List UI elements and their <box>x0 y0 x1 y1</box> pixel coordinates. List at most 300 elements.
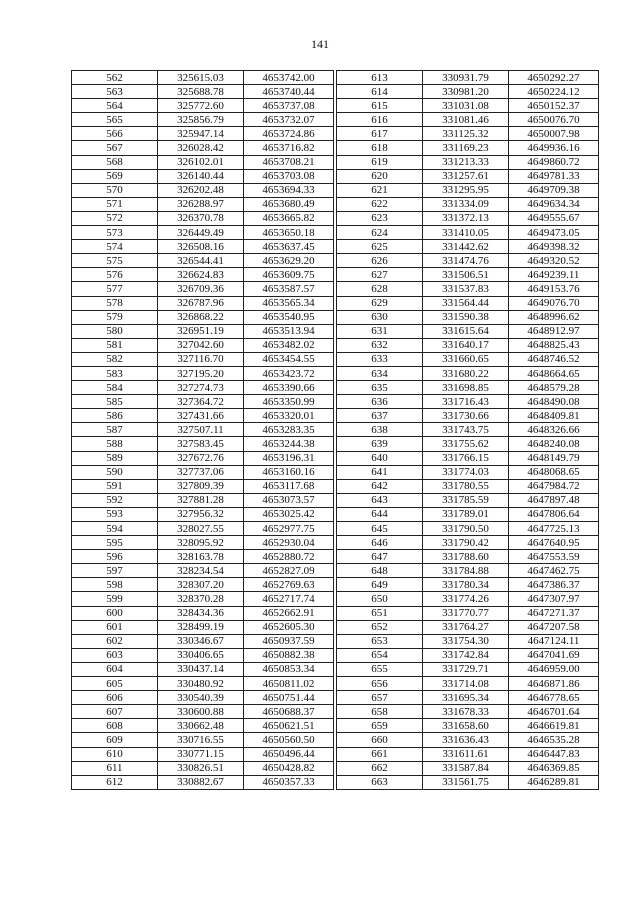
y-coordinate-cell: 4650496.44 <box>244 747 334 761</box>
x-coordinate-cell: 331658.60 <box>423 719 509 733</box>
table-row <box>337 423 599 437</box>
y-coordinate-cell: 4650688.37 <box>244 705 334 719</box>
y-coordinate-cell: 4650882.38 <box>244 648 334 662</box>
x-coordinate-cell: 328307.20 <box>158 578 244 592</box>
y-coordinate-cell: 4653513.94 <box>244 324 334 338</box>
x-coordinate-cell: 331506.51 <box>423 268 509 282</box>
point-number-cell: 622 <box>337 197 423 211</box>
point-number-cell: 656 <box>337 677 423 691</box>
point-number-cell: 589 <box>72 451 158 465</box>
table-row <box>337 366 599 380</box>
table-row <box>72 564 334 578</box>
point-number-cell: 640 <box>337 451 423 465</box>
y-coordinate-cell: 4650811.02 <box>244 677 334 691</box>
point-number-cell: 588 <box>72 437 158 451</box>
point-number-cell: 619 <box>337 155 423 169</box>
table-row <box>337 592 599 606</box>
y-coordinate-cell: 4649709.38 <box>509 183 599 197</box>
table-row <box>72 691 334 705</box>
point-number-cell: 633 <box>337 352 423 366</box>
point-number-cell: 624 <box>337 226 423 240</box>
table-row <box>72 296 334 310</box>
point-number-cell: 642 <box>337 479 423 493</box>
table-row <box>72 634 334 648</box>
x-coordinate-cell: 326370.78 <box>158 211 244 225</box>
point-number-cell: 658 <box>337 705 423 719</box>
table-row <box>72 71 334 85</box>
y-coordinate-cell: 4653390.66 <box>244 381 334 395</box>
table-row <box>337 282 599 296</box>
x-coordinate-cell: 330716.55 <box>158 733 244 747</box>
y-coordinate-cell: 4646701.64 <box>509 705 599 719</box>
table-row <box>337 169 599 183</box>
y-coordinate-cell: 4653665.82 <box>244 211 334 225</box>
table-row <box>72 395 334 409</box>
table-row <box>72 183 334 197</box>
x-coordinate-cell: 331410.05 <box>423 226 509 240</box>
x-coordinate-cell: 326544.41 <box>158 254 244 268</box>
x-coordinate-cell: 327737.06 <box>158 465 244 479</box>
table-row <box>72 85 334 99</box>
table-row <box>72 648 334 662</box>
x-coordinate-cell: 331474.76 <box>423 254 509 268</box>
point-number-cell: 566 <box>72 127 158 141</box>
x-coordinate-cell: 331257.61 <box>423 169 509 183</box>
point-number-cell: 591 <box>72 479 158 493</box>
point-number-cell: 598 <box>72 578 158 592</box>
x-coordinate-cell: 327583.45 <box>158 437 244 451</box>
x-coordinate-cell: 330540.39 <box>158 691 244 705</box>
point-number-cell: 663 <box>337 775 423 789</box>
point-number-cell: 568 <box>72 155 158 169</box>
y-coordinate-cell: 4653423.72 <box>244 366 334 380</box>
point-number-cell: 616 <box>337 113 423 127</box>
point-number-cell: 605 <box>72 677 158 691</box>
table-row <box>337 620 599 634</box>
point-number-cell: 580 <box>72 324 158 338</box>
table-row <box>337 677 599 691</box>
point-number-cell: 608 <box>72 719 158 733</box>
y-coordinate-cell: 4653737.08 <box>244 99 334 113</box>
x-coordinate-cell: 330931.79 <box>423 71 509 85</box>
table-row <box>337 211 599 225</box>
x-coordinate-cell: 325615.03 <box>158 71 244 85</box>
point-number-cell: 597 <box>72 564 158 578</box>
y-coordinate-cell: 4653650.18 <box>244 226 334 240</box>
point-number-cell: 620 <box>337 169 423 183</box>
y-coordinate-cell: 4647725.13 <box>509 522 599 536</box>
y-coordinate-cell: 4650937.59 <box>244 634 334 648</box>
table-row <box>72 677 334 691</box>
point-number-cell: 645 <box>337 522 423 536</box>
table-row <box>72 141 334 155</box>
y-coordinate-cell: 4649936.16 <box>509 141 599 155</box>
table-row <box>72 409 334 423</box>
x-coordinate-cell: 331561.75 <box>423 775 509 789</box>
point-number-cell: 595 <box>72 536 158 550</box>
table-row <box>337 705 599 719</box>
x-coordinate-cell: 327116.70 <box>158 352 244 366</box>
x-coordinate-cell: 325772.60 <box>158 99 244 113</box>
point-number-cell: 607 <box>72 705 158 719</box>
x-coordinate-cell: 331784.88 <box>423 564 509 578</box>
y-coordinate-cell: 4653680.49 <box>244 197 334 211</box>
point-number-cell: 634 <box>337 366 423 380</box>
y-coordinate-cell: 4648996.62 <box>509 310 599 324</box>
point-number-cell: 577 <box>72 282 158 296</box>
x-coordinate-cell: 327274.73 <box>158 381 244 395</box>
y-coordinate-cell: 4647806.64 <box>509 507 599 521</box>
y-coordinate-cell: 4646535.28 <box>509 733 599 747</box>
x-coordinate-cell: 330771.15 <box>158 747 244 761</box>
point-number-cell: 623 <box>337 211 423 225</box>
page-number: 141 <box>311 37 329 51</box>
y-coordinate-cell: 4653454.55 <box>244 352 334 366</box>
y-coordinate-cell: 4650853.34 <box>244 662 334 676</box>
y-coordinate-cell: 4650560.50 <box>244 733 334 747</box>
y-coordinate-cell: 4653160.16 <box>244 465 334 479</box>
table-row <box>72 381 334 395</box>
y-coordinate-cell: 4649555.67 <box>509 211 599 225</box>
x-coordinate-cell: 331295.95 <box>423 183 509 197</box>
y-coordinate-cell: 4649860.72 <box>509 155 599 169</box>
y-coordinate-cell: 4652605.30 <box>244 620 334 634</box>
table-row <box>337 99 599 113</box>
y-coordinate-cell: 4647640.95 <box>509 536 599 550</box>
point-number-cell: 611 <box>72 761 158 775</box>
table-row <box>337 719 599 733</box>
table-row <box>72 282 334 296</box>
table-row <box>337 775 599 789</box>
table-row <box>72 169 334 183</box>
y-coordinate-cell: 4647984.72 <box>509 479 599 493</box>
table-row <box>337 465 599 479</box>
x-coordinate-cell: 331213.33 <box>423 155 509 169</box>
table-row <box>72 465 334 479</box>
y-coordinate-cell: 4650751.44 <box>244 691 334 705</box>
y-coordinate-cell: 4646369.85 <box>509 761 599 775</box>
x-coordinate-cell: 330437.14 <box>158 662 244 676</box>
table-row <box>337 437 599 451</box>
table-row <box>337 507 599 521</box>
y-coordinate-cell: 4652977.75 <box>244 522 334 536</box>
point-number-cell: 617 <box>337 127 423 141</box>
point-number-cell: 572 <box>72 211 158 225</box>
x-coordinate-cell: 331442.62 <box>423 240 509 254</box>
x-coordinate-cell: 330882.67 <box>158 775 244 789</box>
table-row <box>337 352 599 366</box>
y-coordinate-cell: 4647462.75 <box>509 564 599 578</box>
x-coordinate-cell: 331590.38 <box>423 310 509 324</box>
table-row <box>337 197 599 211</box>
table-row <box>72 747 334 761</box>
point-number-cell: 586 <box>72 409 158 423</box>
y-coordinate-cell: 4649473.05 <box>509 226 599 240</box>
point-number-cell: 657 <box>337 691 423 705</box>
table-row <box>72 620 334 634</box>
point-number-cell: 582 <box>72 352 158 366</box>
x-coordinate-cell: 327431.66 <box>158 409 244 423</box>
x-coordinate-cell: 326140.44 <box>158 169 244 183</box>
table-row <box>337 451 599 465</box>
y-coordinate-cell: 4653703.08 <box>244 169 334 183</box>
y-coordinate-cell: 4650428.82 <box>244 761 334 775</box>
point-number-cell: 638 <box>337 423 423 437</box>
x-coordinate-cell: 331564.44 <box>423 296 509 310</box>
x-coordinate-cell: 326449.49 <box>158 226 244 240</box>
y-coordinate-cell: 4652717.74 <box>244 592 334 606</box>
table-row <box>72 127 334 141</box>
table-row <box>72 705 334 719</box>
table-row <box>72 211 334 225</box>
table-row <box>337 141 599 155</box>
table-row <box>337 479 599 493</box>
y-coordinate-cell: 4653540.95 <box>244 310 334 324</box>
y-coordinate-cell: 4646778.65 <box>509 691 599 705</box>
point-number-cell: 662 <box>337 761 423 775</box>
x-coordinate-cell: 331680.22 <box>423 366 509 380</box>
table-row <box>337 296 599 310</box>
table-row <box>72 113 334 127</box>
table-row <box>72 507 334 521</box>
x-coordinate-cell: 331789.01 <box>423 507 509 521</box>
table-row <box>337 564 599 578</box>
x-coordinate-cell: 327195.20 <box>158 366 244 380</box>
x-coordinate-cell: 331716.43 <box>423 395 509 409</box>
x-coordinate-cell: 327956.32 <box>158 507 244 521</box>
y-coordinate-cell: 4653482.02 <box>244 338 334 352</box>
y-coordinate-cell: 4653565.34 <box>244 296 334 310</box>
table-row <box>337 155 599 169</box>
table-row <box>337 71 599 85</box>
point-number-cell: 600 <box>72 606 158 620</box>
y-coordinate-cell: 4647041.69 <box>509 648 599 662</box>
x-coordinate-cell: 331031.08 <box>423 99 509 113</box>
y-coordinate-cell: 4648579.28 <box>509 381 599 395</box>
x-coordinate-cell: 327042.60 <box>158 338 244 352</box>
y-coordinate-cell: 4649239.11 <box>509 268 599 282</box>
y-coordinate-cell: 4653609.75 <box>244 268 334 282</box>
x-coordinate-cell: 330981.20 <box>423 85 509 99</box>
x-coordinate-cell: 328027.55 <box>158 522 244 536</box>
point-number-cell: 606 <box>72 691 158 705</box>
y-coordinate-cell: 4653629.20 <box>244 254 334 268</box>
y-coordinate-cell: 4649781.33 <box>509 169 599 183</box>
point-number-cell: 630 <box>337 310 423 324</box>
x-coordinate-cell: 331785.59 <box>423 493 509 507</box>
x-coordinate-cell: 328434.36 <box>158 606 244 620</box>
y-coordinate-cell: 4653073.57 <box>244 493 334 507</box>
table-row <box>72 240 334 254</box>
table-row <box>337 113 599 127</box>
y-coordinate-cell: 4653694.33 <box>244 183 334 197</box>
x-coordinate-cell: 331780.34 <box>423 578 509 592</box>
x-coordinate-cell: 331764.27 <box>423 620 509 634</box>
point-number-cell: 659 <box>337 719 423 733</box>
table-row <box>337 536 599 550</box>
y-coordinate-cell: 4653350.99 <box>244 395 334 409</box>
table-row <box>337 606 599 620</box>
point-number-cell: 602 <box>72 634 158 648</box>
point-number-cell: 627 <box>337 268 423 282</box>
table-row <box>337 226 599 240</box>
point-number-cell: 629 <box>337 296 423 310</box>
table-row <box>72 254 334 268</box>
x-coordinate-cell: 331587.84 <box>423 761 509 775</box>
table-row <box>72 578 334 592</box>
point-number-cell: 612 <box>72 775 158 789</box>
x-coordinate-cell: 331537.83 <box>423 282 509 296</box>
y-coordinate-cell: 4650152.37 <box>509 99 599 113</box>
table-row <box>72 423 334 437</box>
point-number-cell: 574 <box>72 240 158 254</box>
x-coordinate-cell: 331742.84 <box>423 648 509 662</box>
point-number-cell: 635 <box>337 381 423 395</box>
table-row <box>72 522 334 536</box>
point-number-cell: 647 <box>337 550 423 564</box>
point-number-cell: 603 <box>72 648 158 662</box>
x-coordinate-cell: 328234.54 <box>158 564 244 578</box>
point-number-cell: 587 <box>72 423 158 437</box>
point-number-cell: 573 <box>72 226 158 240</box>
x-coordinate-cell: 328163.78 <box>158 550 244 564</box>
table-row <box>72 324 334 338</box>
table-row <box>72 761 334 775</box>
x-coordinate-cell: 331125.32 <box>423 127 509 141</box>
table-row <box>72 366 334 380</box>
table-row <box>72 606 334 620</box>
table-row <box>72 226 334 240</box>
y-coordinate-cell: 4653283.35 <box>244 423 334 437</box>
table-row <box>337 493 599 507</box>
x-coordinate-cell: 331790.50 <box>423 522 509 536</box>
x-coordinate-cell: 330346.67 <box>158 634 244 648</box>
table-row <box>337 395 599 409</box>
table-row <box>337 254 599 268</box>
y-coordinate-cell: 4646959.00 <box>509 662 599 676</box>
point-number-cell: 578 <box>72 296 158 310</box>
x-coordinate-cell: 331334.09 <box>423 197 509 211</box>
x-coordinate-cell: 326288.97 <box>158 197 244 211</box>
x-coordinate-cell: 331695.34 <box>423 691 509 705</box>
table-row <box>337 648 599 662</box>
y-coordinate-cell: 4653740.44 <box>244 85 334 99</box>
point-number-cell: 646 <box>337 536 423 550</box>
x-coordinate-cell: 331754.30 <box>423 634 509 648</box>
point-number-cell: 594 <box>72 522 158 536</box>
table-row <box>337 662 599 676</box>
table-row <box>337 268 599 282</box>
x-coordinate-cell: 330600.88 <box>158 705 244 719</box>
point-number-cell: 596 <box>72 550 158 564</box>
y-coordinate-cell: 4650292.27 <box>509 71 599 85</box>
y-coordinate-cell: 4646871.86 <box>509 677 599 691</box>
y-coordinate-cell: 4647386.37 <box>509 578 599 592</box>
point-number-cell: 564 <box>72 99 158 113</box>
x-coordinate-cell: 326624.83 <box>158 268 244 282</box>
table-row <box>337 761 599 775</box>
table-row <box>337 409 599 423</box>
y-coordinate-cell: 4653025.42 <box>244 507 334 521</box>
table-row <box>72 719 334 733</box>
y-coordinate-cell: 4647207.58 <box>509 620 599 634</box>
point-number-cell: 625 <box>337 240 423 254</box>
x-coordinate-cell: 326202.48 <box>158 183 244 197</box>
point-number-cell: 563 <box>72 85 158 99</box>
table-row <box>337 183 599 197</box>
x-coordinate-cell: 330662.48 <box>158 719 244 733</box>
y-coordinate-cell: 4653320.01 <box>244 409 334 423</box>
table-row <box>72 99 334 113</box>
y-coordinate-cell: 4650076.70 <box>509 113 599 127</box>
point-number-cell: 650 <box>337 592 423 606</box>
point-number-cell: 621 <box>337 183 423 197</box>
point-number-cell: 637 <box>337 409 423 423</box>
point-number-cell: 636 <box>337 395 423 409</box>
x-coordinate-cell: 330826.51 <box>158 761 244 775</box>
point-number-cell: 570 <box>72 183 158 197</box>
x-coordinate-cell: 325688.78 <box>158 85 244 99</box>
table-row <box>72 268 334 282</box>
coordinate-table-left <box>71 70 334 790</box>
x-coordinate-cell: 327809.39 <box>158 479 244 493</box>
point-number-cell: 661 <box>337 747 423 761</box>
point-number-cell: 599 <box>72 592 158 606</box>
point-number-cell: 583 <box>72 366 158 380</box>
point-number-cell: 631 <box>337 324 423 338</box>
coordinate-table-right <box>336 70 599 790</box>
point-number-cell: 576 <box>72 268 158 282</box>
point-number-cell: 643 <box>337 493 423 507</box>
y-coordinate-cell: 4649153.76 <box>509 282 599 296</box>
y-coordinate-cell: 4648409.81 <box>509 409 599 423</box>
table-row <box>72 775 334 789</box>
y-coordinate-cell: 4650357.33 <box>244 775 334 789</box>
point-number-cell: 571 <box>72 197 158 211</box>
x-coordinate-cell: 331730.66 <box>423 409 509 423</box>
x-coordinate-cell: 331770.77 <box>423 606 509 620</box>
point-number-cell: 644 <box>337 507 423 521</box>
table-row <box>72 451 334 465</box>
table-row <box>337 578 599 592</box>
point-number-cell: 614 <box>337 85 423 99</box>
y-coordinate-cell: 4649398.32 <box>509 240 599 254</box>
table-row <box>72 733 334 747</box>
x-coordinate-cell: 327672.76 <box>158 451 244 465</box>
x-coordinate-cell: 326028.42 <box>158 141 244 155</box>
y-coordinate-cell: 4653117.68 <box>244 479 334 493</box>
table-row <box>337 310 599 324</box>
point-number-cell: 585 <box>72 395 158 409</box>
point-number-cell: 649 <box>337 578 423 592</box>
table-row <box>72 338 334 352</box>
x-coordinate-cell: 331640.17 <box>423 338 509 352</box>
x-coordinate-cell: 331660.65 <box>423 352 509 366</box>
y-coordinate-cell: 4652827.09 <box>244 564 334 578</box>
x-coordinate-cell: 330406.65 <box>158 648 244 662</box>
point-number-cell: 565 <box>72 113 158 127</box>
y-coordinate-cell: 4646289.81 <box>509 775 599 789</box>
y-coordinate-cell: 4647271.37 <box>509 606 599 620</box>
x-coordinate-cell: 331774.26 <box>423 592 509 606</box>
x-coordinate-cell: 326508.16 <box>158 240 244 254</box>
table-row <box>72 197 334 211</box>
point-number-cell: 601 <box>72 620 158 634</box>
x-coordinate-cell: 331714.08 <box>423 677 509 691</box>
x-coordinate-cell: 327881.28 <box>158 493 244 507</box>
y-coordinate-cell: 4649634.34 <box>509 197 599 211</box>
x-coordinate-cell: 331636.43 <box>423 733 509 747</box>
